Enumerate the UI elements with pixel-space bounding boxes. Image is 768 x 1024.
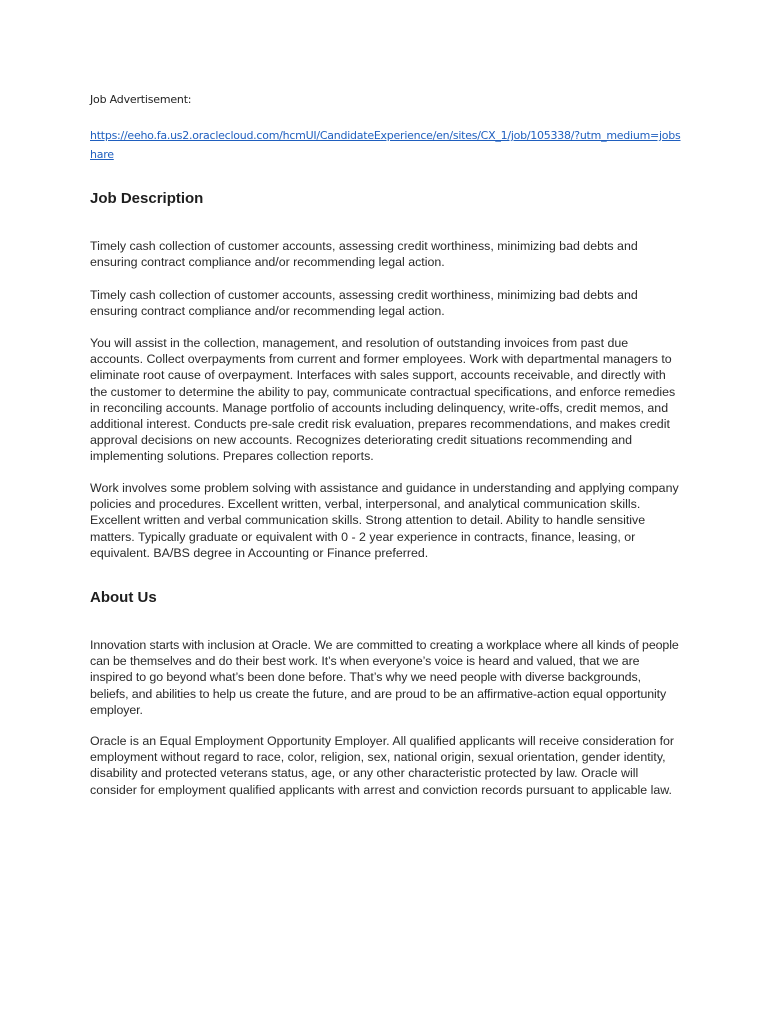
about-us-heading: About Us <box>90 589 157 606</box>
about-us-paragraph-1: Innovation starts with inclusion at Oracle. We are committed to creating a workplace where all kinds of people can be themselves and do their best work. It’s when everyone’s voice is heard and valued, that we are inspired to go beyond what’s been done before. That’s why we need people with diverse backgrounds, beliefs, and abilities to help us create the future, and are proud to be an affirmative-action equal opportunity employer. <box>90 638 679 717</box>
job-description-paragraph-4: Work involves some problem solving with assistance and guidance in understanding and applying company policies and procedures. Excellent written, verbal, interpersonal, and analytical communication skills. Excellent written and verbal communication skills. Strong attention to detail. Ability to handle sensitive matters. Typically graduate or equivalent with 0 - 2 year experience in contracts, finance, leasing, or equivalent. BA/BS degree in Accounting or Finance preferred. <box>90 481 679 560</box>
job-ad-link[interactable]: https://eeho.fa.us2.oraclecloud.com/hcmUI/CandidateExperience/en/sites/CX_1/job/105338/?utm_medium=jobshare <box>90 129 681 161</box>
about-us-paragraph-2: Oracle is an Equal Employment Opportunity Employer. All qualified applicants will receive consideration for employment without regard to race, color, religion, sex, national origin, sexual orientation, gender identity, disability and protected veterans status, age, or any other characteristic protected by law. Oracle will consider for employment qualified applicants with arrest and conviction records pursuant to applicable law. <box>90 734 675 797</box>
job-description-paragraph-3: You will assist in the collection, management, and resolution of outstanding invoices from past due accounts. Collect overpayments from current and former employees. Work with departmental managers to eliminate root cause of overpayment. Interfaces with sales support, accounts receivable, and directly with the customer to determine the ability to pay, communicate contractual specifications, and enforce remedies in reconciling accounts. Manage portfolio of accounts including delinquency, write-offs, credit memos, and additional interest. Conducts pre-sale credit risk evaluation, prepares recommendations, and makes credit approval decisions on new accounts. Recognizes deteriorating credit situations recommending and implementing solutions. Prepares collection reports. <box>90 336 676 464</box>
job-description-heading: Job Description <box>90 190 204 207</box>
job-description-paragraph-1: Timely cash collection of customer accounts, assessing credit worthiness, minimizing bad debts and ensuring contract compliance and/or recommending legal action. <box>90 239 638 270</box>
job-ad-label: Job Advertisement: <box>90 93 192 106</box>
job-description-paragraph-2: Timely cash collection of customer accounts, assessing credit worthiness, minimizing bad debts and ensuring contract compliance and/or recommending legal action. <box>90 288 638 319</box>
